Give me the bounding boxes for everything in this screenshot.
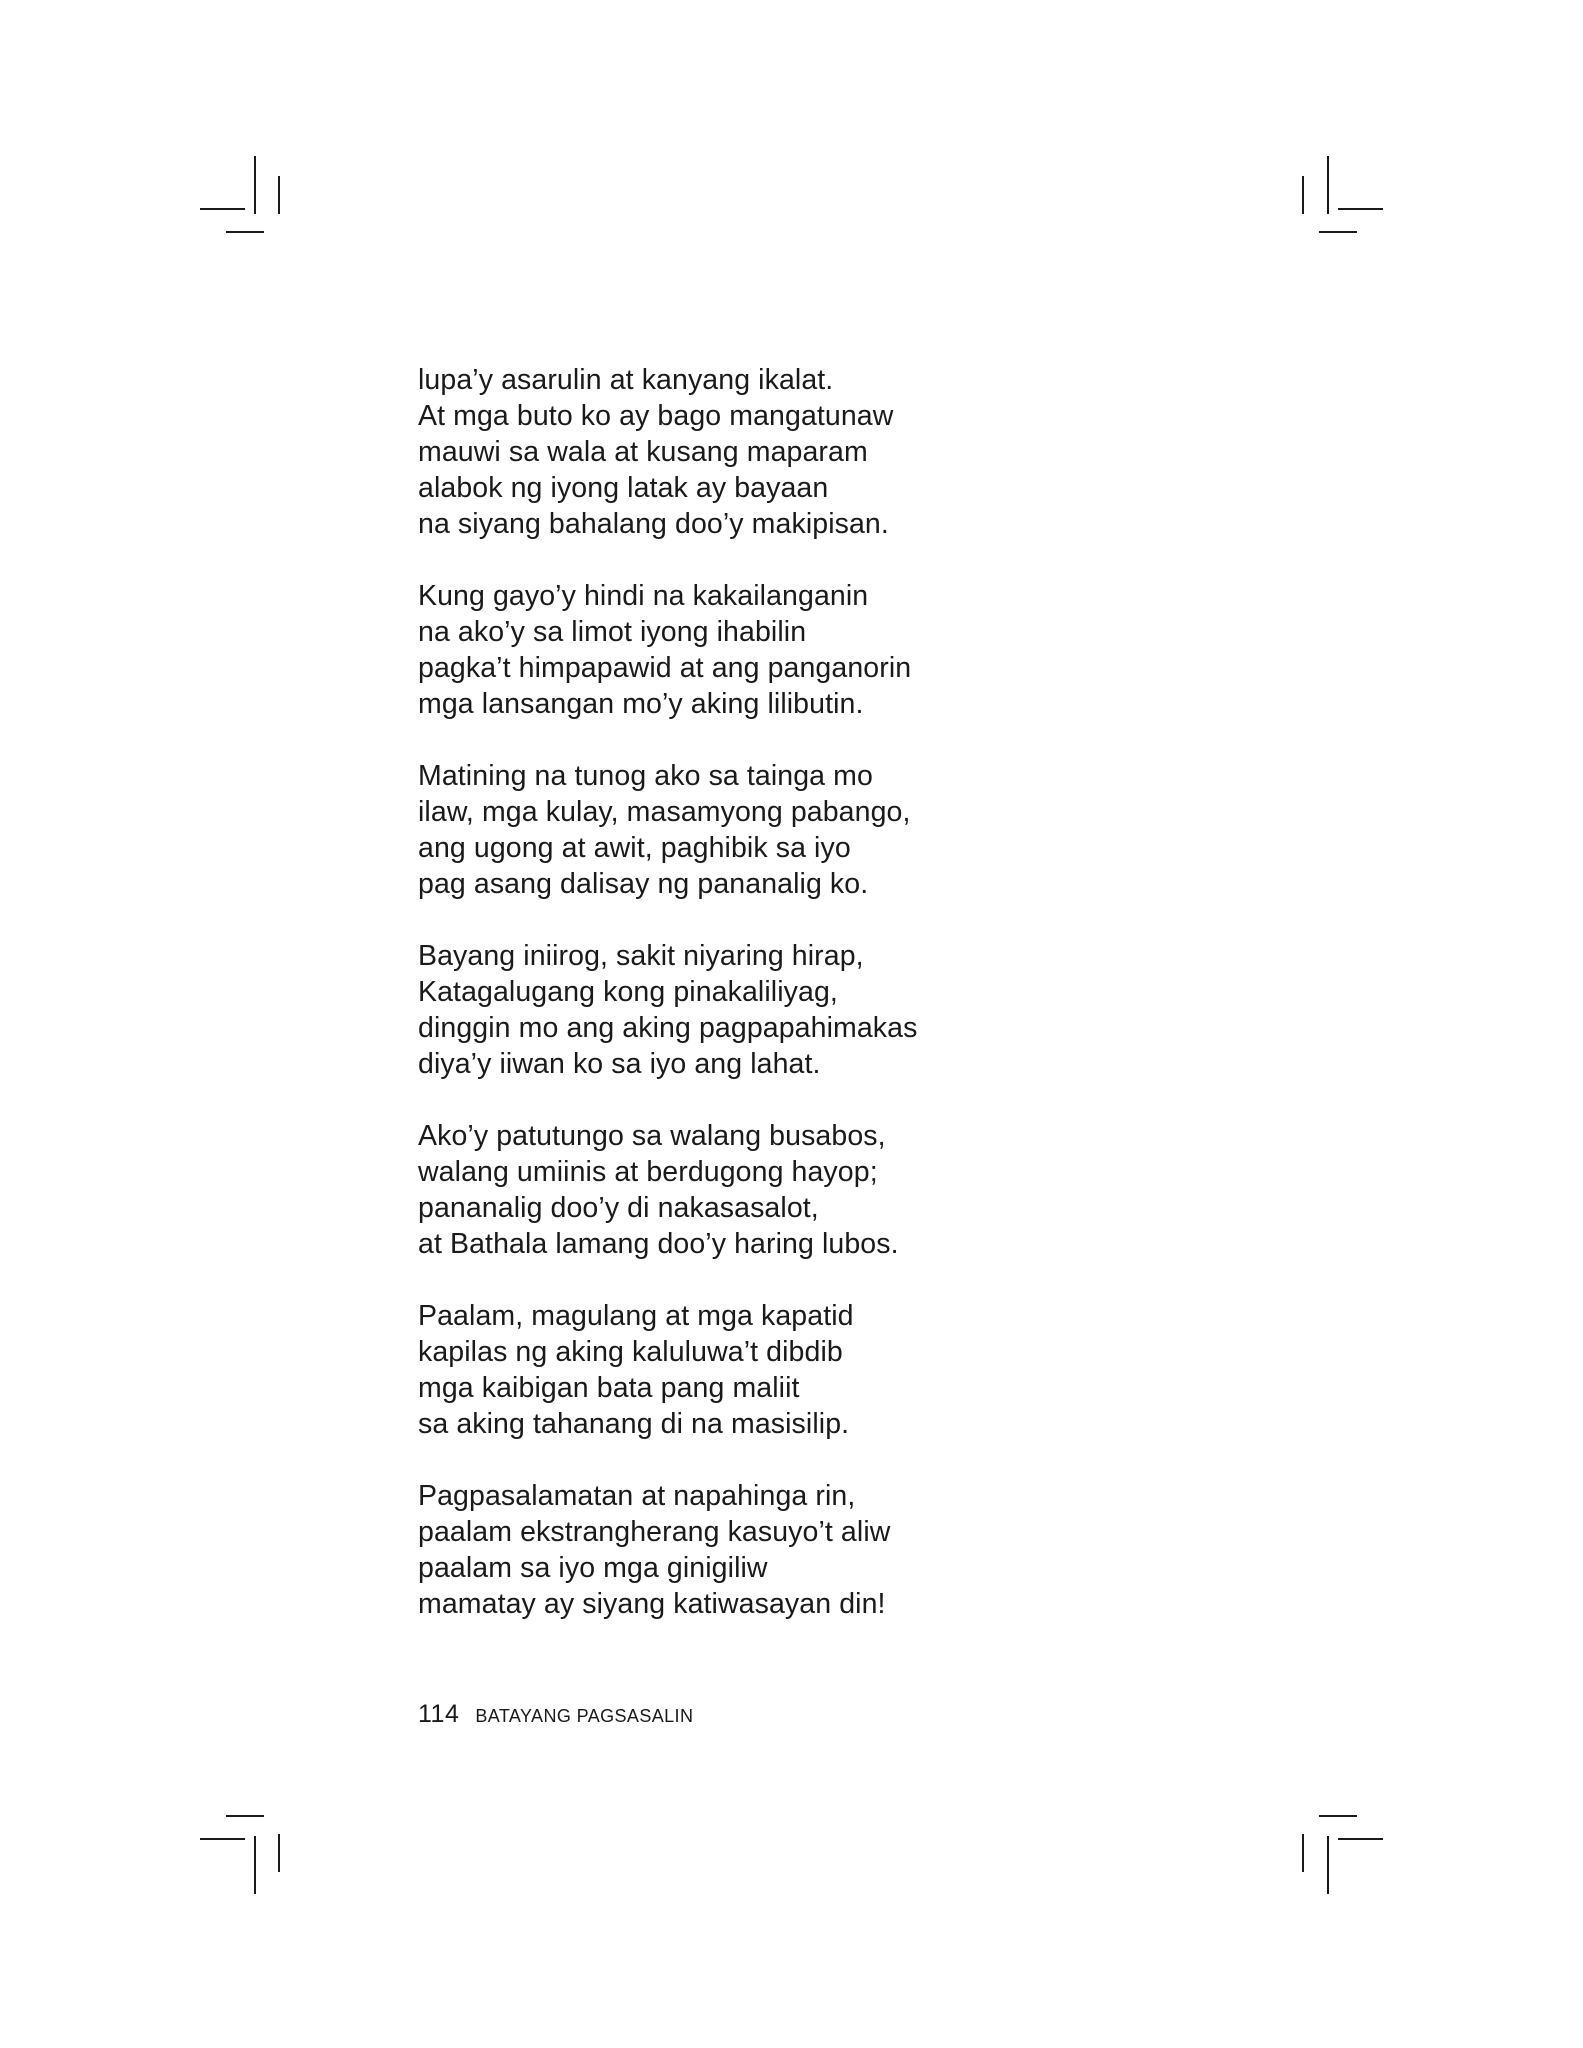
poem-line: ang ugong at awit, paghibik sa iyo — [418, 832, 851, 864]
poem-line: At mga buto ko ay bago mangatunaw — [418, 400, 894, 432]
poem-line: mga lansangan mo’y aking lilibutin. — [418, 688, 864, 720]
poem-line: Matining na tunog ako sa tainga mo — [418, 760, 873, 792]
poem-line: sa aking tahanang di na masisilip. — [418, 1408, 850, 1440]
poem-line: na siyang bahalang doo’y makipisan. — [418, 508, 889, 540]
page-number: 114 — [418, 1700, 460, 1728]
poem-line: kapilas ng aking kaluluwa’t dibdib — [418, 1336, 843, 1368]
crop-mark-top-right-h1 — [1338, 208, 1383, 210]
poem-line: dinggin mo ang aking pagpapahimakas — [418, 1012, 918, 1044]
crop-mark-top-left-v1 — [254, 156, 256, 214]
page-footer — [418, 1700, 693, 1729]
stanza — [418, 1478, 1318, 1622]
crop-mark-bottom-left-v1 — [254, 1836, 256, 1894]
crop-mark-top-left-h2 — [226, 231, 264, 233]
poem-line: paalam sa iyo mga ginigiliw — [418, 1552, 768, 1584]
stanza — [418, 1298, 1318, 1442]
poem-line: diya’y iiwan ko sa iyo ang lahat. — [418, 1048, 821, 1080]
stanza — [418, 758, 1318, 902]
poem-line: Pagpasalamatan at napahinga rin, — [418, 1480, 856, 1512]
crop-mark-top-right-v1 — [1327, 156, 1329, 214]
crop-mark-bottom-right-h1 — [1319, 1815, 1357, 1817]
crop-mark-bottom-right-v2 — [1302, 1834, 1304, 1872]
poem-line: Kung gayo’y hindi na kakailanganin — [418, 580, 869, 612]
poem-line: pananalig doo’y di nakasasalot, — [418, 1192, 819, 1224]
crop-mark-bottom-right-v1 — [1327, 1836, 1329, 1894]
running-head: BATAYANG PAGSASALIN — [475, 1706, 694, 1726]
poem-line: Paalam, magulang at mga kapatid — [418, 1300, 854, 1332]
crop-mark-top-left-h1 — [200, 208, 245, 210]
poem-line: Katagalugang kong pinakaliliyag, — [418, 976, 838, 1008]
crop-mark-top-left-v2 — [278, 176, 280, 214]
crop-mark-bottom-left-v2 — [278, 1834, 280, 1872]
poem-line: lupa’y asarulin at kanyang ikalat. — [418, 364, 834, 396]
poem-line: mauwi sa wala at kusang maparam — [418, 436, 868, 468]
poem-line: paalam ekstrangherang kasuyo’t aliw — [418, 1516, 891, 1548]
crop-mark-bottom-right-h2 — [1338, 1838, 1383, 1840]
poem-line: na ako’y sa limot iyong ihabilin — [418, 616, 807, 648]
poem-line: alabok ng iyong latak ay bayaan — [418, 472, 829, 504]
poem-line: pag asang dalisay ng pananalig ko. — [418, 868, 869, 900]
poem-line: Bayang iniirog, sakit niyaring hirap, — [418, 940, 864, 972]
crop-mark-top-right-h2 — [1319, 231, 1357, 233]
crop-mark-bottom-left-h2 — [200, 1838, 245, 1840]
poem-line: walang umiinis at berdugong hayop; — [418, 1156, 878, 1188]
crop-mark-top-right-v2 — [1302, 176, 1304, 214]
poem-line: mga kaibigan bata pang maliit — [418, 1372, 800, 1404]
poem-line: at Bathala lamang doo’y haring lubos. — [418, 1228, 899, 1260]
stanza — [418, 362, 1318, 542]
poem-body — [418, 362, 1318, 1658]
stanza — [418, 938, 1318, 1082]
poem-line: pagka’t himpapawid at ang panganorin — [418, 652, 912, 684]
crop-mark-bottom-left-h1 — [226, 1815, 264, 1817]
poem-line: ilaw, mga kulay, masamyong pabango, — [418, 796, 911, 828]
stanza — [418, 1118, 1318, 1262]
poem-line: Ako’y patutungo sa walang busabos, — [418, 1120, 886, 1152]
poem-line: mamatay ay siyang katiwasayan din! — [418, 1588, 886, 1620]
stanza — [418, 578, 1318, 722]
